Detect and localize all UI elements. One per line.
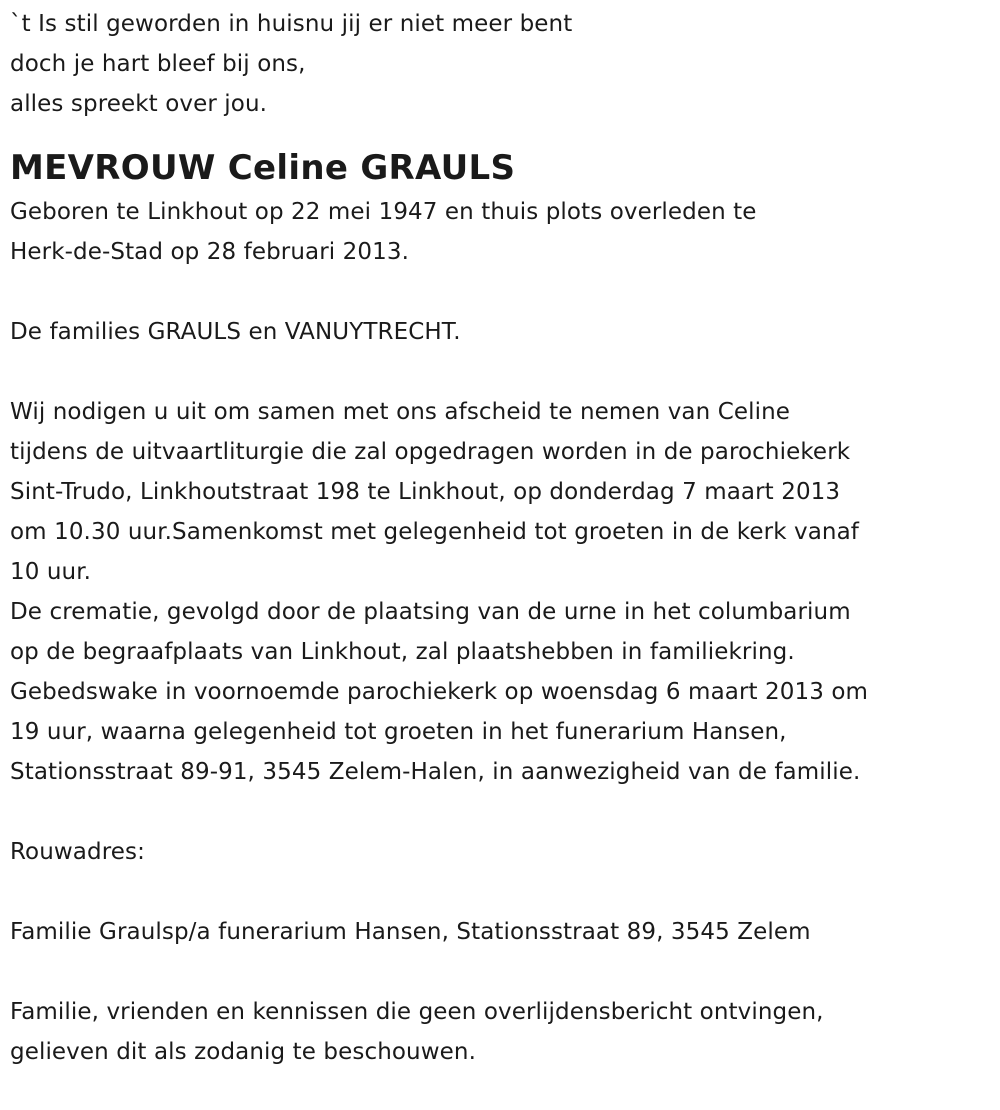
- service-paragraph: [10, 392, 995, 792]
- paragraph-line: tijdens de uitvaartliturgie die zal opgedragen worden in de parochiekerk: [10, 439, 851, 465]
- paragraph-line: op de begraafplaats van Linkhout, zal plaatshebben in familiekring.: [10, 639, 795, 665]
- mourning-address: Familie Graulsp/a funerarium Hansen, Stationsstraat 89, 3545 Zelem: [10, 919, 811, 945]
- paragraph-line: 10 uur.: [10, 559, 92, 585]
- poem-line: `t Is stil geworden in huisnu jij er niet meer bent: [10, 11, 573, 37]
- birth-death-paragraph: [10, 192, 995, 272]
- mourning-address-label: Rouwadres:: [10, 839, 145, 865]
- memorial-poem: [10, 4, 995, 124]
- paragraph-line: De crematie, gevolgd door de plaatsing van de urne in het columbarium: [10, 599, 851, 625]
- paragraph-line: Herk-de-Stad op 28 februari 2013.: [10, 239, 410, 265]
- spacer: [10, 272, 995, 312]
- deceased-name: MEVROUW Celine GRAULS: [10, 148, 516, 188]
- obituary-notice: [10, 4, 995, 1072]
- families-line: De families GRAULS en VANUYTRECHT.: [10, 319, 461, 345]
- spacer: [10, 352, 995, 392]
- paragraph-line: Geboren te Linkhout op 22 mei 1947 en thuis plots overleden te: [10, 199, 757, 225]
- spacer: [10, 792, 995, 832]
- spacer: [10, 952, 995, 992]
- paragraph-line: om 10.30 uur.Samenkomst met gelegenheid tot groeten in de kerk vanaf: [10, 519, 859, 545]
- paragraph-line: 19 uur, waarna gelegenheid tot groeten in het funerarium Hansen,: [10, 719, 787, 745]
- spacer: [10, 872, 995, 912]
- paragraph-line: Gebedswake in voornoemde parochiekerk op woensdag 6 maart 2013 om: [10, 679, 869, 705]
- paragraph-line: Familie, vrienden en kennissen die geen overlijdensbericht ontvingen,: [10, 999, 824, 1025]
- poem-line: alles spreekt over jou.: [10, 91, 268, 117]
- poem-line: doch je hart bleef bij ons,: [10, 51, 306, 77]
- closing-paragraph: [10, 992, 995, 1072]
- paragraph-line: Wij nodigen u uit om samen met ons afscheid te nemen van Celine: [10, 399, 791, 425]
- paragraph-line: gelieven dit als zodanig te beschouwen.: [10, 1039, 476, 1065]
- paragraph-line: Stationsstraat 89-91, 3545 Zelem-Halen, in aanwezigheid van de familie.: [10, 759, 861, 785]
- paragraph-line: Sint-Trudo, Linkhoutstraat 198 te Linkhout, op donderdag 7 maart 2013: [10, 479, 841, 505]
